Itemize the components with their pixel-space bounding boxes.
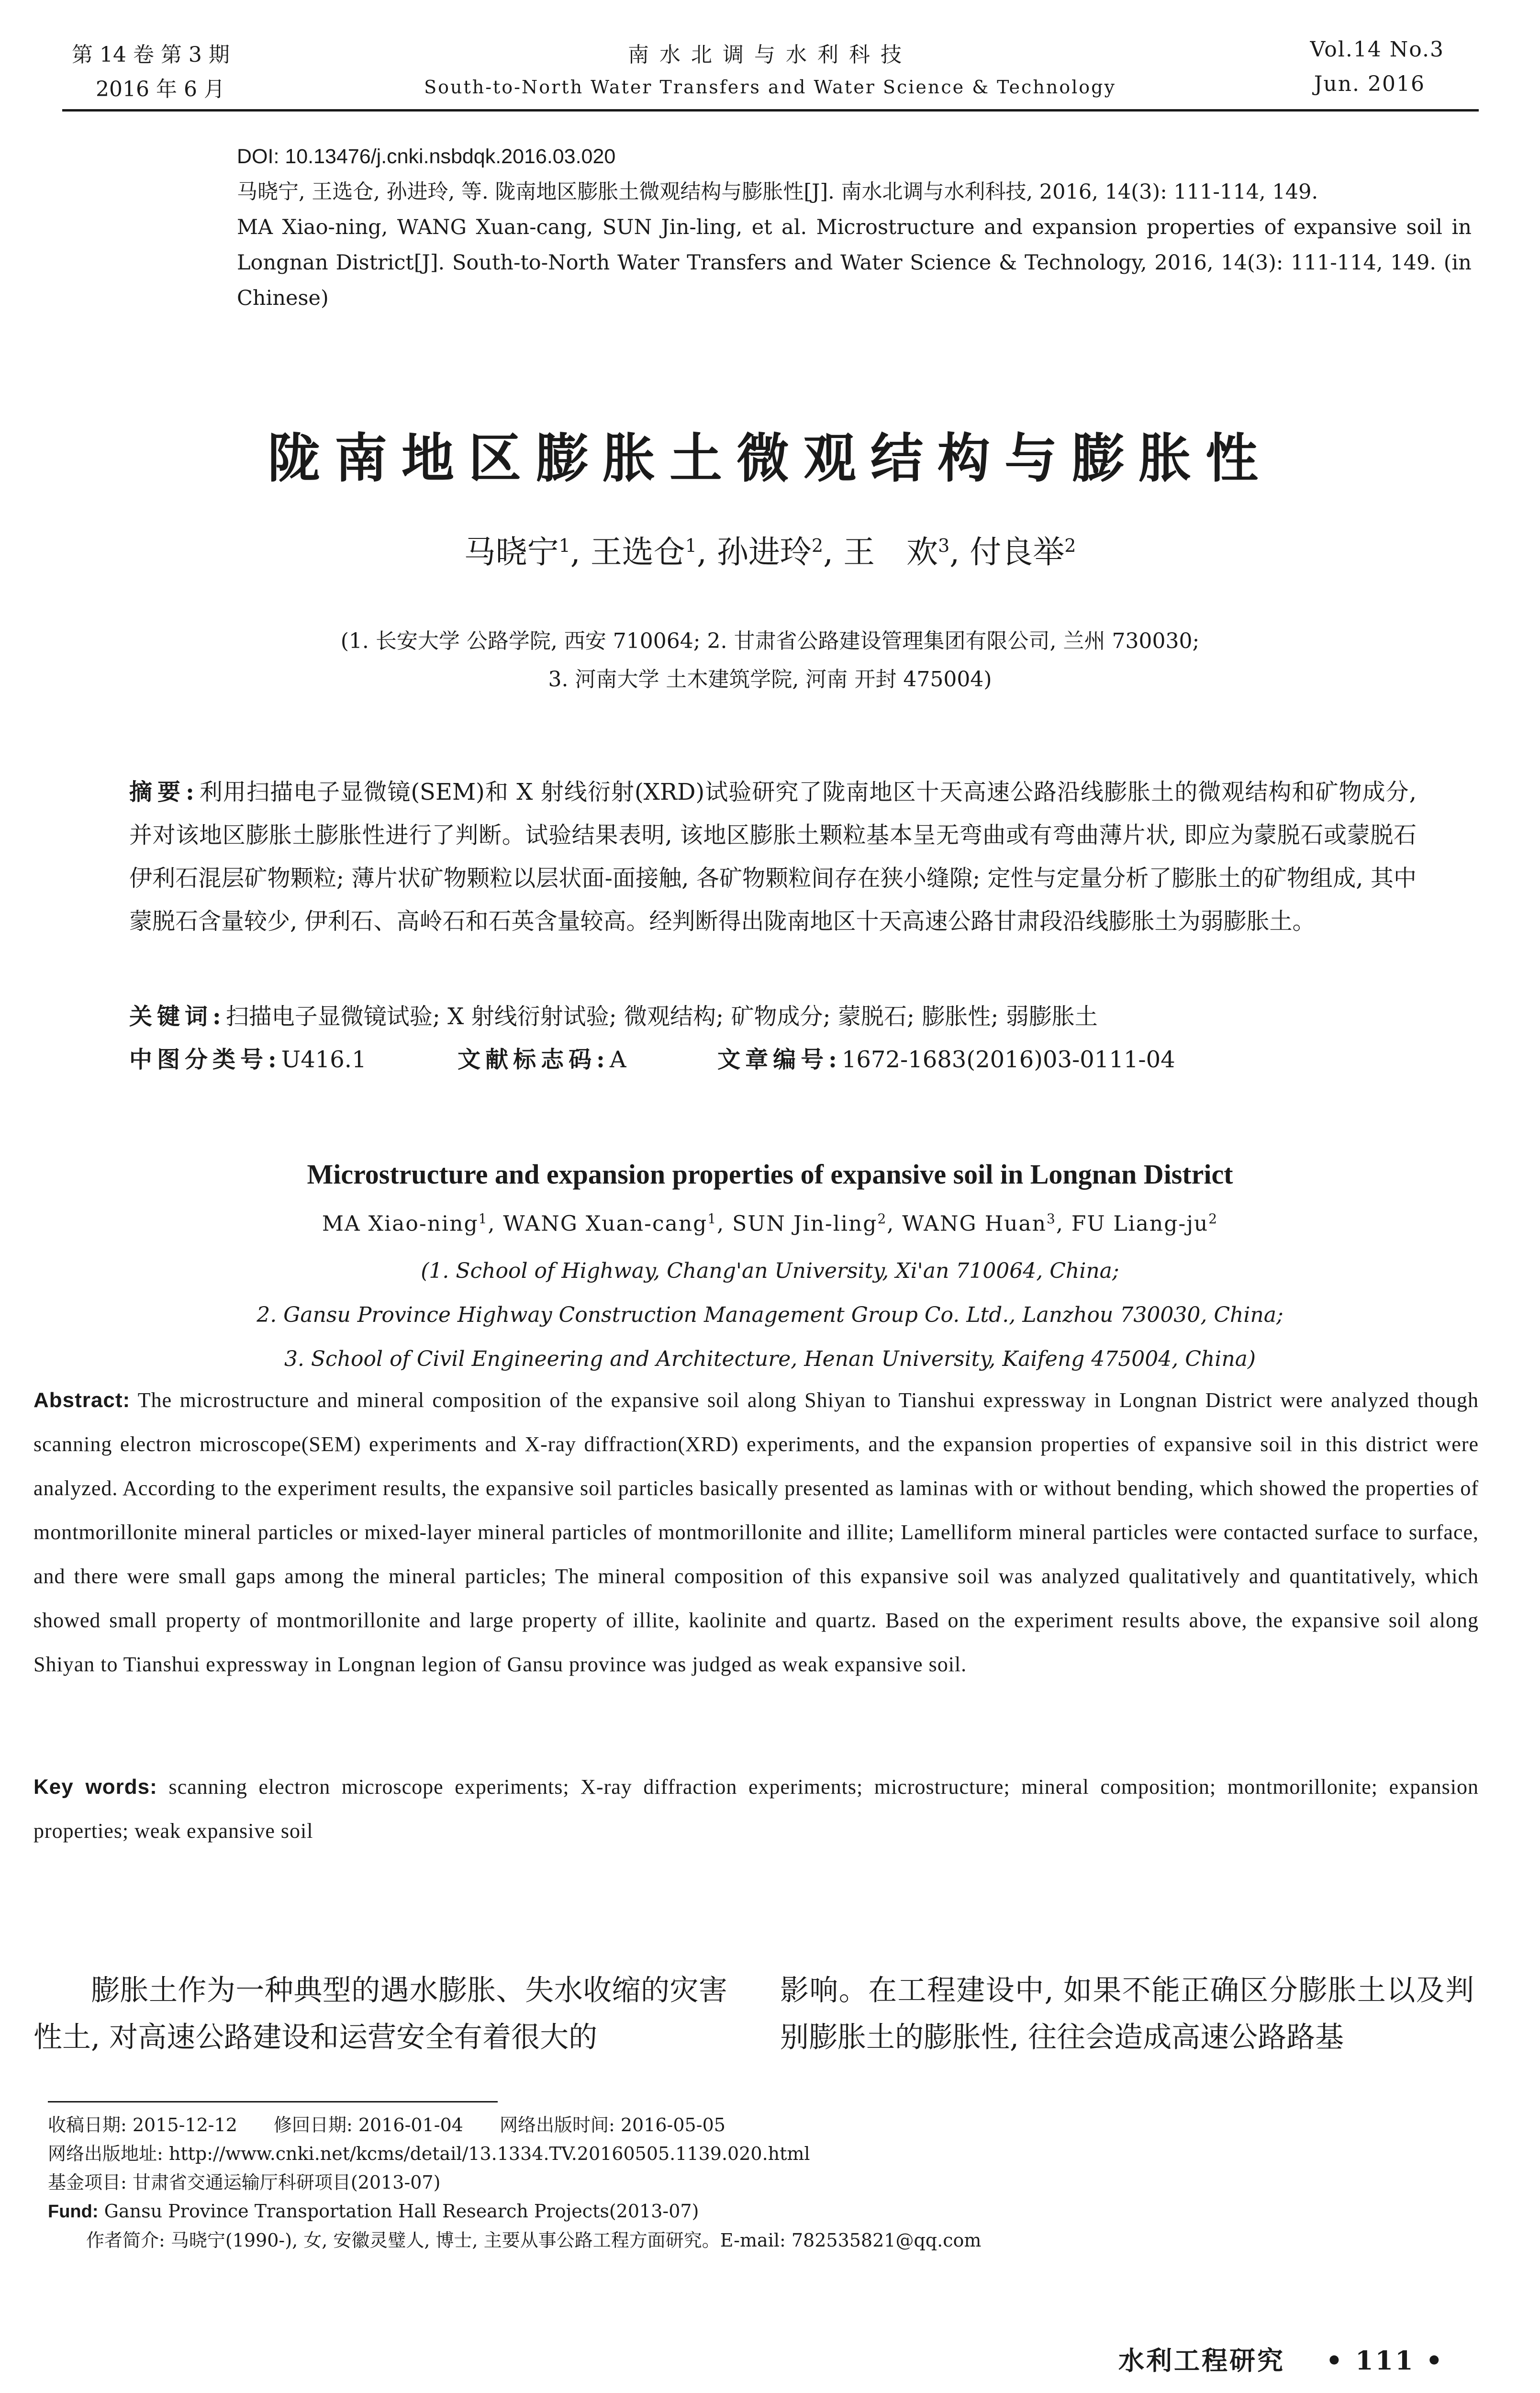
affiliation-en-line: (1. School of Highway, Chang'an University, Xi'an 710064, China; <box>421 1259 1119 1283</box>
abstract-zh-label: 摘要: <box>129 779 199 805</box>
date-en: Jun. 2016 <box>1314 72 1425 96</box>
affiliation-en-line: 3. School of Civil Engineering and Architecture, Henan University, Kaifeng 475004, China) <box>284 1347 1256 1371</box>
page-number: • 111 • <box>1326 2345 1444 2376</box>
abstract-en <box>33 1378 1479 1687</box>
keywords-en-text: scanning electron microscope experiments; X-ray diffraction experiments; microstructure; mineral composition; montmorillonite; expansion properties; weak expansive soil <box>33 1775 1479 1843</box>
clc-label: 中图分类号: <box>129 1046 281 1073</box>
classification-zh <box>129 1041 1417 1074</box>
author-en: SUN Jin-ling <box>732 1211 878 1236</box>
author-sup: 2 <box>1064 535 1076 556</box>
author-zh: 马晓宁 <box>464 534 559 570</box>
author-sup: 1 <box>558 535 570 556</box>
keywords-en-label: Key words: <box>33 1775 157 1799</box>
journal-name-zh: 南水北调与水利科技 <box>628 43 912 67</box>
article-no-label: 文章编号: <box>717 1046 842 1073</box>
page-footer <box>1118 2340 1444 2377</box>
author-sup: 2 <box>1208 1211 1218 1227</box>
authors-en: MA Xiao-ning$^1$, WANG Xuan-cang$^1$, SUN Jin-ling$^2$, WANG Huan$^3$, FU Liang-$ju^2$ <box>322 1211 1218 1236</box>
author-sup: 3 <box>1046 1211 1056 1227</box>
affiliations-en <box>0 1249 1540 1381</box>
affiliation-zh-line: 3. 河南大学 土木建筑学院, 河南 开封 475004) <box>548 667 992 692</box>
citation-block <box>237 139 1472 316</box>
body-right-column: 影响。在工程建设中, 如果不能正确区分膨胀土以及判别膨胀土的膨胀性, 往往会造成高速公路路基 <box>780 1974 1474 2054</box>
author-sup: 1 <box>478 1211 488 1227</box>
citation-zh: 马晓宁, 王选仓, 孙进玲, 等. 陇南地区膨胀土微观结构与膨胀性[J]. 南水北调与水利科技, 2016, 14(3): 111-114, 149. <box>237 180 1318 204</box>
author-zh: 王 欢 <box>843 534 938 570</box>
body-left-column: 膨胀土作为一种典型的遇水膨胀、失水收缩的灾害性土, 对高速公路建设和运营安全有着很大的 <box>33 1974 727 2054</box>
author-en: FU Liang-ju <box>1071 1211 1209 1236</box>
author-en: WANG Xuan-cang <box>503 1211 708 1236</box>
volume-issue-en: Vol.14 No.3 <box>1310 37 1444 62</box>
author-sup: 2 <box>877 1211 887 1227</box>
author-zh: 孙进玲 <box>716 534 812 570</box>
abstract-en-text: The microstructure and mineral composition of the expansive soil along Shiyan to Tianshui expressway in Longnan District were analyzed though scanning electron microscope(SEM) experiments and X-ray diffraction(XRD) experiments, and the expansion properties of expansive soil in this district were analyzed. According to the experiment results, the expansive soil particles basically presented as laminas with or without bending, which showed the properties of montmorillonite mineral particles or mixed-layer mineral particles of montmorillonite and illite; Lamelliform mineral particles were contacted surface to surface, and there were small gaps among the mineral particles; The mineral composition of this expansive soil was analyzed qualitatively and quantitatively, which showed small property of montmorillonite and large property of illite, kaolinite and quartz. Based on the experiment results above, the expansive soil along Shiyan to Tianshui expressway in Longnan legion of Gansu province was judged as weak expansive soil. <box>33 1388 1479 1676</box>
author-sup: 1 <box>707 1211 717 1227</box>
abstract-zh-text: 利用扫描电子显微镜(SEM)和 X 射线衍射(XRD)试验研究了陇南地区十天高速公路沿线膨胀土的微观结构和矿物成分, 并对该地区膨胀土膨胀性进行了判断。试验结果表明, 该地区膨胀土颗粒基本呈无弯曲或有弯曲薄片状, 即应为蒙脱石或蒙脱石伊利石混层矿物颗粒; 薄片状矿物颗粒以层状面-面接触, 各矿物颗粒间存在狭小缝隙; 定性与定量分析了膨胀土的矿物组成, 其中蒙脱石含量较少, 伊利石、高岭石和石英含量较高。经判断得出陇南地区十天高速公路甘肃段沿线膨胀土为弱膨胀土。 <box>129 779 1417 935</box>
journal-name-en: South-to-North Water Transfers and Water Science & Technology <box>424 77 1116 98</box>
footnote-rule <box>48 2101 498 2102</box>
author-en: WANG Huan <box>902 1211 1047 1236</box>
date-zh: 2016 年 6 月 <box>96 77 225 101</box>
title-zh: 陇南地区膨胀土微观结构与膨胀性 <box>268 427 1272 489</box>
author-sup: 1 <box>685 535 697 556</box>
fund-en-text: Gansu Province Transportation Hall Research Projects(2013-07) <box>104 2201 699 2222</box>
title-en: Microstructure and expansion properties of expansive soil in Longnan District <box>307 1159 1233 1190</box>
footnote-fund-en <box>48 2197 1484 2226</box>
article-no-value: 1672-1683(2016)03-0111-04 <box>841 1046 1175 1073</box>
keywords-zh-text: 扫描电子显微镜试验; X 射线衍射试验; 微观结构; 矿物成分; 蒙脱石; 膨胀性; 弱膨胀土 <box>225 1003 1098 1030</box>
header-rule <box>62 109 1479 112</box>
author-zh: 王选仓 <box>590 534 685 570</box>
author-en: MA Xiao-ning <box>322 1211 479 1236</box>
footnote-dates: 收稿日期: 2015-12-12 修回日期: 2016-01-04 网络出版时间: 2016-05-05 <box>48 2114 725 2136</box>
doc-code-label: 文献标志码: <box>458 1046 610 1073</box>
affiliation-zh-line: (1. 长安大学 公路学院, 西安 710064; 2. 甘肃省公路建设管理集团有限公司, 兰州 730030; <box>340 629 1200 653</box>
authors-zh: 马晓宁$^1$, 王选仓$^1$, 孙进玲$^2$, 王 欢$^3$, 付良举$^2$ <box>464 534 1076 570</box>
volume-issue-zh: 第 14 卷 第 3 期 <box>72 43 230 67</box>
abstract-en-label: Abstract: <box>33 1388 131 1412</box>
keywords-en <box>33 1765 1479 1853</box>
keywords-zh-label: 关键词: <box>129 1003 226 1030</box>
keywords-zh <box>129 998 1417 1031</box>
footnotes <box>48 2111 1484 2255</box>
author-zh: 付良举 <box>970 534 1065 570</box>
footnote-author: 作者简介: 马晓宁(1990-), 女, 安徽灵璧人, 博士, 主要从事公路工程方面研究。E-mail: 782535821@qq.com <box>86 2230 982 2251</box>
abstract-zh <box>129 771 1417 943</box>
author-sup: 3 <box>938 535 950 556</box>
footnote-fund-zh: 基金项目: 甘肃省交通运输厅科研项目(2013-07) <box>48 2172 441 2193</box>
footnote-url: 网络出版地址: http://www.cnki.net/kcms/detail/13.1334.TV.20160505.1139.020.html <box>48 2143 810 2164</box>
doc-code-value: A <box>609 1046 626 1073</box>
affiliations-zh <box>0 622 1540 699</box>
citation-en: MA Xiao-ning, WANG Xuan-cang, SUN Jin-ling, et al. Microstructure and expansion properties of expansive soil in Longnan District[J]. South-to-North Water Transfers and Water Science & Technology, 2016, 14(3): 111-114, 149. (in Chinese) <box>237 215 1472 310</box>
section-name: 水利工程研究 <box>1118 2346 1285 2376</box>
author-sup: 2 <box>811 535 824 556</box>
affiliation-en-line: 2. Gansu Province Highway Construction Management Group Co. Ltd., Lanzhou 730030, China; <box>257 1303 1283 1327</box>
clc-value: U416.1 <box>281 1046 367 1073</box>
doi: DOI: 10.13476/j.cnki.nsbdqk.2016.03.020 <box>237 145 616 168</box>
fund-en-label: Fund: <box>48 2202 99 2222</box>
